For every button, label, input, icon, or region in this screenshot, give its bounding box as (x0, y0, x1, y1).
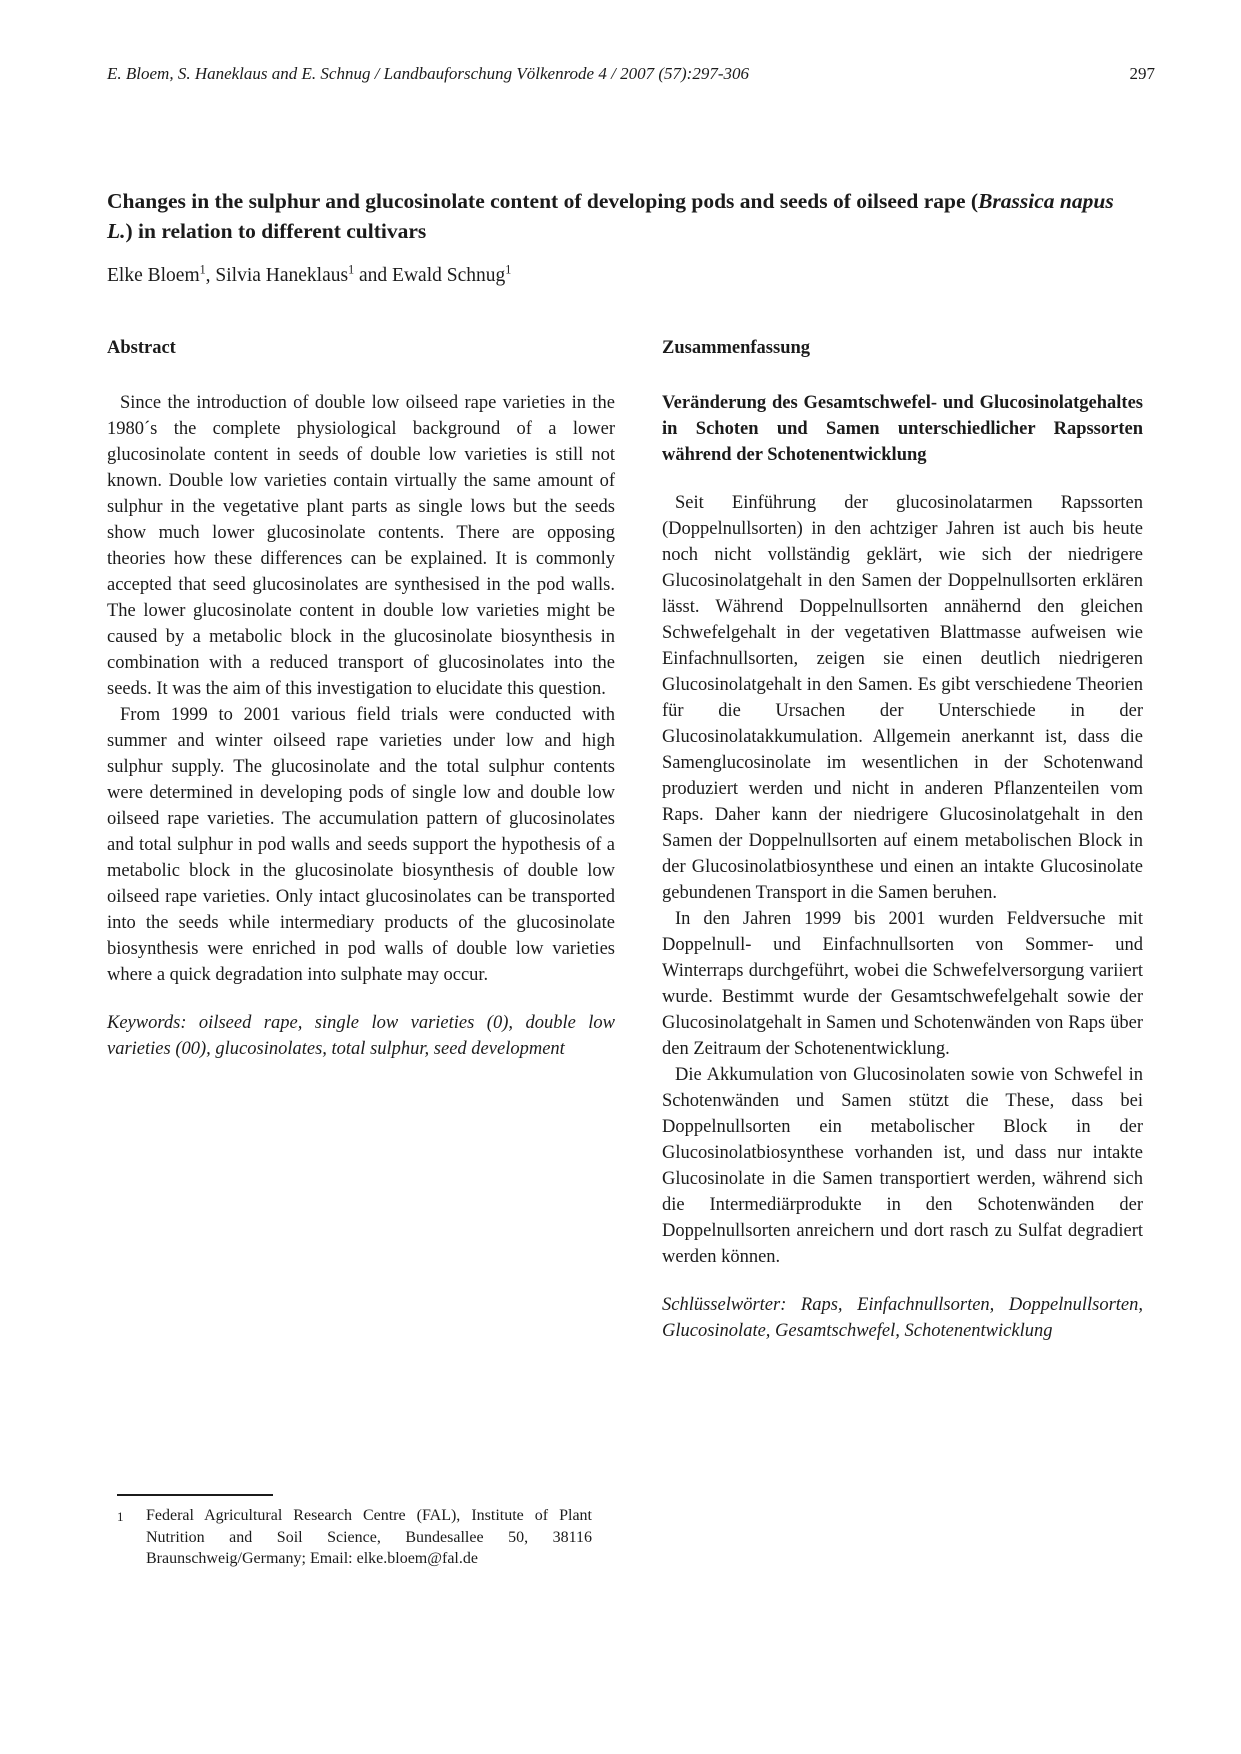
abstract-column (107, 335, 615, 1344)
zusammenfassung-heading: Zusammenfassung (662, 338, 811, 358)
zusammenfassung-paragraph-1: Seit Einführung der glucosinolatarmen Rapssorten (Doppelnullsorten) in den achtziger Jahren ist auch bis heute noch nicht vollständig geklärt, wie sich der niedrigere Glucosinolatgehalt in den Samen der Doppelnullsorten erklären lässt. Während Doppelnullsorten annähernd den gleichen Schwefelgehalt in der vegetativen Blattmasse aufweisen wie Einfachnullsorten, zeigen sie einen deutlich niedrigeren Glucosinolatgehalt in den Samen. Es gibt verschiedene Theorien für die Ursachen der Unterschiede in der Glucosinolatakkumulation. Allgemein anerkannt ist, dass die Samenglucosinolate im wesentlichen in der Schotenwand produziert werden und nicht in anderen Pflanzenteilen vom Raps. Daher kann der niedrigere Glucosinolatgehalt in den Samen der Doppelnullsorten auf einem metabolischen Block in der Glucosinolatbiosynthese und einen an intakte Glucosinolate gebundenen Transport in die Samen beruhen. (662, 493, 1143, 903)
abstract-heading: Abstract (107, 338, 176, 358)
paper-title-part1: Changes in the sulphur and glucosinolate content of developing pods and seeds of oilseed rape ( (107, 189, 979, 213)
abstract-body (107, 390, 615, 1062)
two-column-body (107, 335, 1143, 1344)
paper-title (107, 186, 1139, 246)
page-header (107, 64, 1155, 84)
abstract-paragraph-2: From 1999 to 2001 various field trials were conducted with summer and winter oilseed rape varieties under low and high sulphur supply. The glucosinolate and the total sulphur contents were determined in developing pods of single low and double low oilseed rape varieties. The accumulation pattern of glucosinolates and total sulphur in pod walls and seeds support the hypothesis of a metabolic block in the glucosinolate biosynthesis of double low oilseed rape varieties. Only intact glucosinolates can be transported into the seeds while intermediary products of the glucosinolate biosynthesis were enriched in pod walls of double low varieties where a quick degradation into sulphate may occur. (107, 705, 615, 985)
german-subtitle: Veränderung des Gesamtschwefel- und Glucosinolatgehaltes in Schoten und Samen unterschiedlicher Rapssorten während der Schotenentwicklung (662, 393, 1143, 465)
header-citation: E. Bloem, S. Haneklaus and E. Schnug / Landbauforschung Völkenrode 4 / 2007 (57):297-306 (107, 64, 749, 83)
zusammenfassung-paragraph-3: Die Akkumulation von Glucosinolaten sowie von Schwefel in Schotenwänden und Samen stützt die These, dass bei Doppelnullsorten ein metabolischer Block in der Glucosinolatbiosynthese vorhanden ist, und dass nur intakte Glucosinolate in die Samen transportiert werden, während sich die Intermediärprodukte in den Schotenwänden der Doppelnullsorten anreichern und dort rasch zu Sulfat degradiert werden können. (662, 1065, 1143, 1267)
keywords-line: Keywords: oilseed rape, single low varieties (0), double low varieties (00), glucosinolates, total sulphur, seed development (107, 1013, 615, 1059)
author-3: and Ewald Schnug (354, 265, 506, 286)
footnote-text: Federal Agricultural Research Centre (FAL), Institute of Plant Nutrition and Soil Science, Bundesallee 50, 38116 Braunschweig/Germany; Email: elke.bloem@fal.de (146, 1507, 592, 1567)
authors-line (107, 264, 511, 288)
zusammenfassung-paragraph-2: In den Jahren 1999 bis 2001 wurden Feldversuche mit Doppelnull- und Einfachnullsorten von Sommer- und Winterraps durchgeführt, wobei die Schwefelversorgung variiert wurde. Bestimmt wurde der Gesamtschwefelgehalt sowie der Glucosinolatgehalt in Samen und Schotenwänden von Raps über den Zeitraum der Schotenentwicklung. (662, 909, 1143, 1059)
zusammenfassung-column (662, 335, 1143, 1344)
author-1-affiliation-mark: 1 (199, 262, 206, 277)
footnote-row (117, 1505, 595, 1570)
page-number: 297 (1129, 64, 1155, 83)
author-3-affiliation-mark: 1 (505, 262, 512, 277)
footnote-rule (117, 1494, 273, 1496)
author-1: Elke Bloem (107, 265, 200, 286)
zusammenfassung-body (662, 490, 1143, 1344)
author-2-affiliation-mark: 1 (348, 262, 355, 277)
footnote-marker: 1 (117, 1509, 124, 1524)
abstract-paragraph-1: Since the introduction of double low oilseed rape varieties in the 1980´s the complete physiological background of a lower glucosinolate content in seeds of double low varieties is still not known. Double low varieties contain virtually the same amount of sulphur in the vegetative plant parts as single lows but the seeds show much lower glucosinolate contents. There are opposing theories how these differences can be explained. It is commonly accepted that seed glucosinolates are synthesised in the pod walls. The lower glucosinolate content in double low varieties might be caused by a metabolic block in the glucosinolate biosynthesis in combination with a reduced transport of glucosinolates into the seeds. It was the aim of this investigation to elucidate this question. (107, 393, 615, 699)
schluesselwoerter-line: Schlüsselwörter: Raps, Einfachnullsorten, Doppelnullsorten, Glucosinolate, Gesamtschwefel, Schotenentwicklung (662, 1295, 1143, 1341)
footnote (117, 1494, 595, 1570)
species-name: Brassica napus L. (107, 189, 1114, 243)
paper-title-part2: ) in relation to different cultivars (125, 219, 427, 243)
author-2: , Silvia Haneklaus (205, 265, 349, 286)
